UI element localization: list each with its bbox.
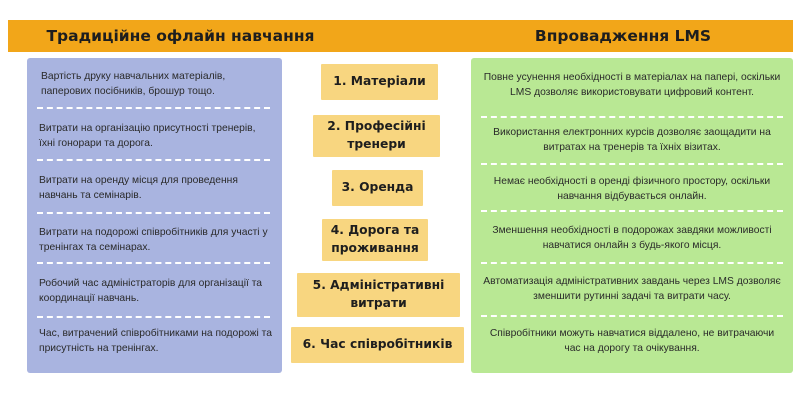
traditional-item-rent: Витрати на оренду місця для проведення навчань та семінарів. xyxy=(39,174,238,201)
divider xyxy=(481,116,783,118)
lms-panel xyxy=(471,58,793,373)
divider xyxy=(481,163,783,165)
divider xyxy=(37,212,270,214)
header-bar xyxy=(8,20,793,52)
lms-item-employee-time: Співробітники можуть навчатися віддалено, не витрачаючи час на дорогу та очікування. xyxy=(489,328,775,354)
traditional-item-admin: Робочий час адміністраторів для організації та координації навчань. xyxy=(39,277,263,304)
category-admin: 5. Адміністративні витрати xyxy=(297,273,460,317)
divider xyxy=(37,316,270,318)
lms-item-rent: Немає необхідності в оренді фізичного простору, оскільки навчання відбувається онлайн. xyxy=(493,176,771,202)
divider xyxy=(37,159,270,161)
category-materials: 1. Матеріали xyxy=(321,64,438,100)
traditional-learning-title: Традиційне офлайн навчання xyxy=(46,27,315,45)
lms-item-admin: Автоматизація адміністративних завдань через LMS дозволяє зменшити рутинні задачі та витрати часу. xyxy=(483,276,781,302)
lms-item-travel: Зменшення необхідності в подорожах завдяки можливості навчатися онлайн з будь-якого місця. xyxy=(492,224,772,251)
lms-title: Впровадження LMS xyxy=(534,27,712,45)
category-employee-time: 6. Час співробітників xyxy=(291,327,464,363)
category-travel: 4. Дорога та проживання xyxy=(322,219,428,261)
divider xyxy=(37,107,270,109)
traditional-item-travel: Витрати на подорожі співробітників для участі у тренінгах та семінарах. xyxy=(39,226,268,253)
divider xyxy=(481,315,783,317)
divider xyxy=(481,262,783,264)
traditional-item-trainers: Витрати на організацію присутності тренерів, їхні гонорари та дорога. xyxy=(39,122,256,149)
traditional-item-materials: Вартість друку навчальних матеріалів, паперових посібників, брошур тощо. xyxy=(41,70,226,97)
lms-item-materials: Повне усунення необхідності в матеріалах на папері, оскільки LMS дозволяє використовувати цифровий контент. xyxy=(483,72,781,98)
category-trainers: 2. Професійні тренери xyxy=(313,115,440,157)
divider xyxy=(481,210,783,212)
category-rent: 3. Оренда xyxy=(332,170,423,206)
divider xyxy=(37,262,270,264)
traditional-panel xyxy=(27,58,282,373)
lms-item-trainers: Використання електронних курсів дозволяє заощадити на витратах на тренерів та їхніх візитах. xyxy=(493,127,771,153)
traditional-item-employee-time: Час, витрачений співробітниками на подорожі та присутність на тренінгах. xyxy=(39,327,272,354)
